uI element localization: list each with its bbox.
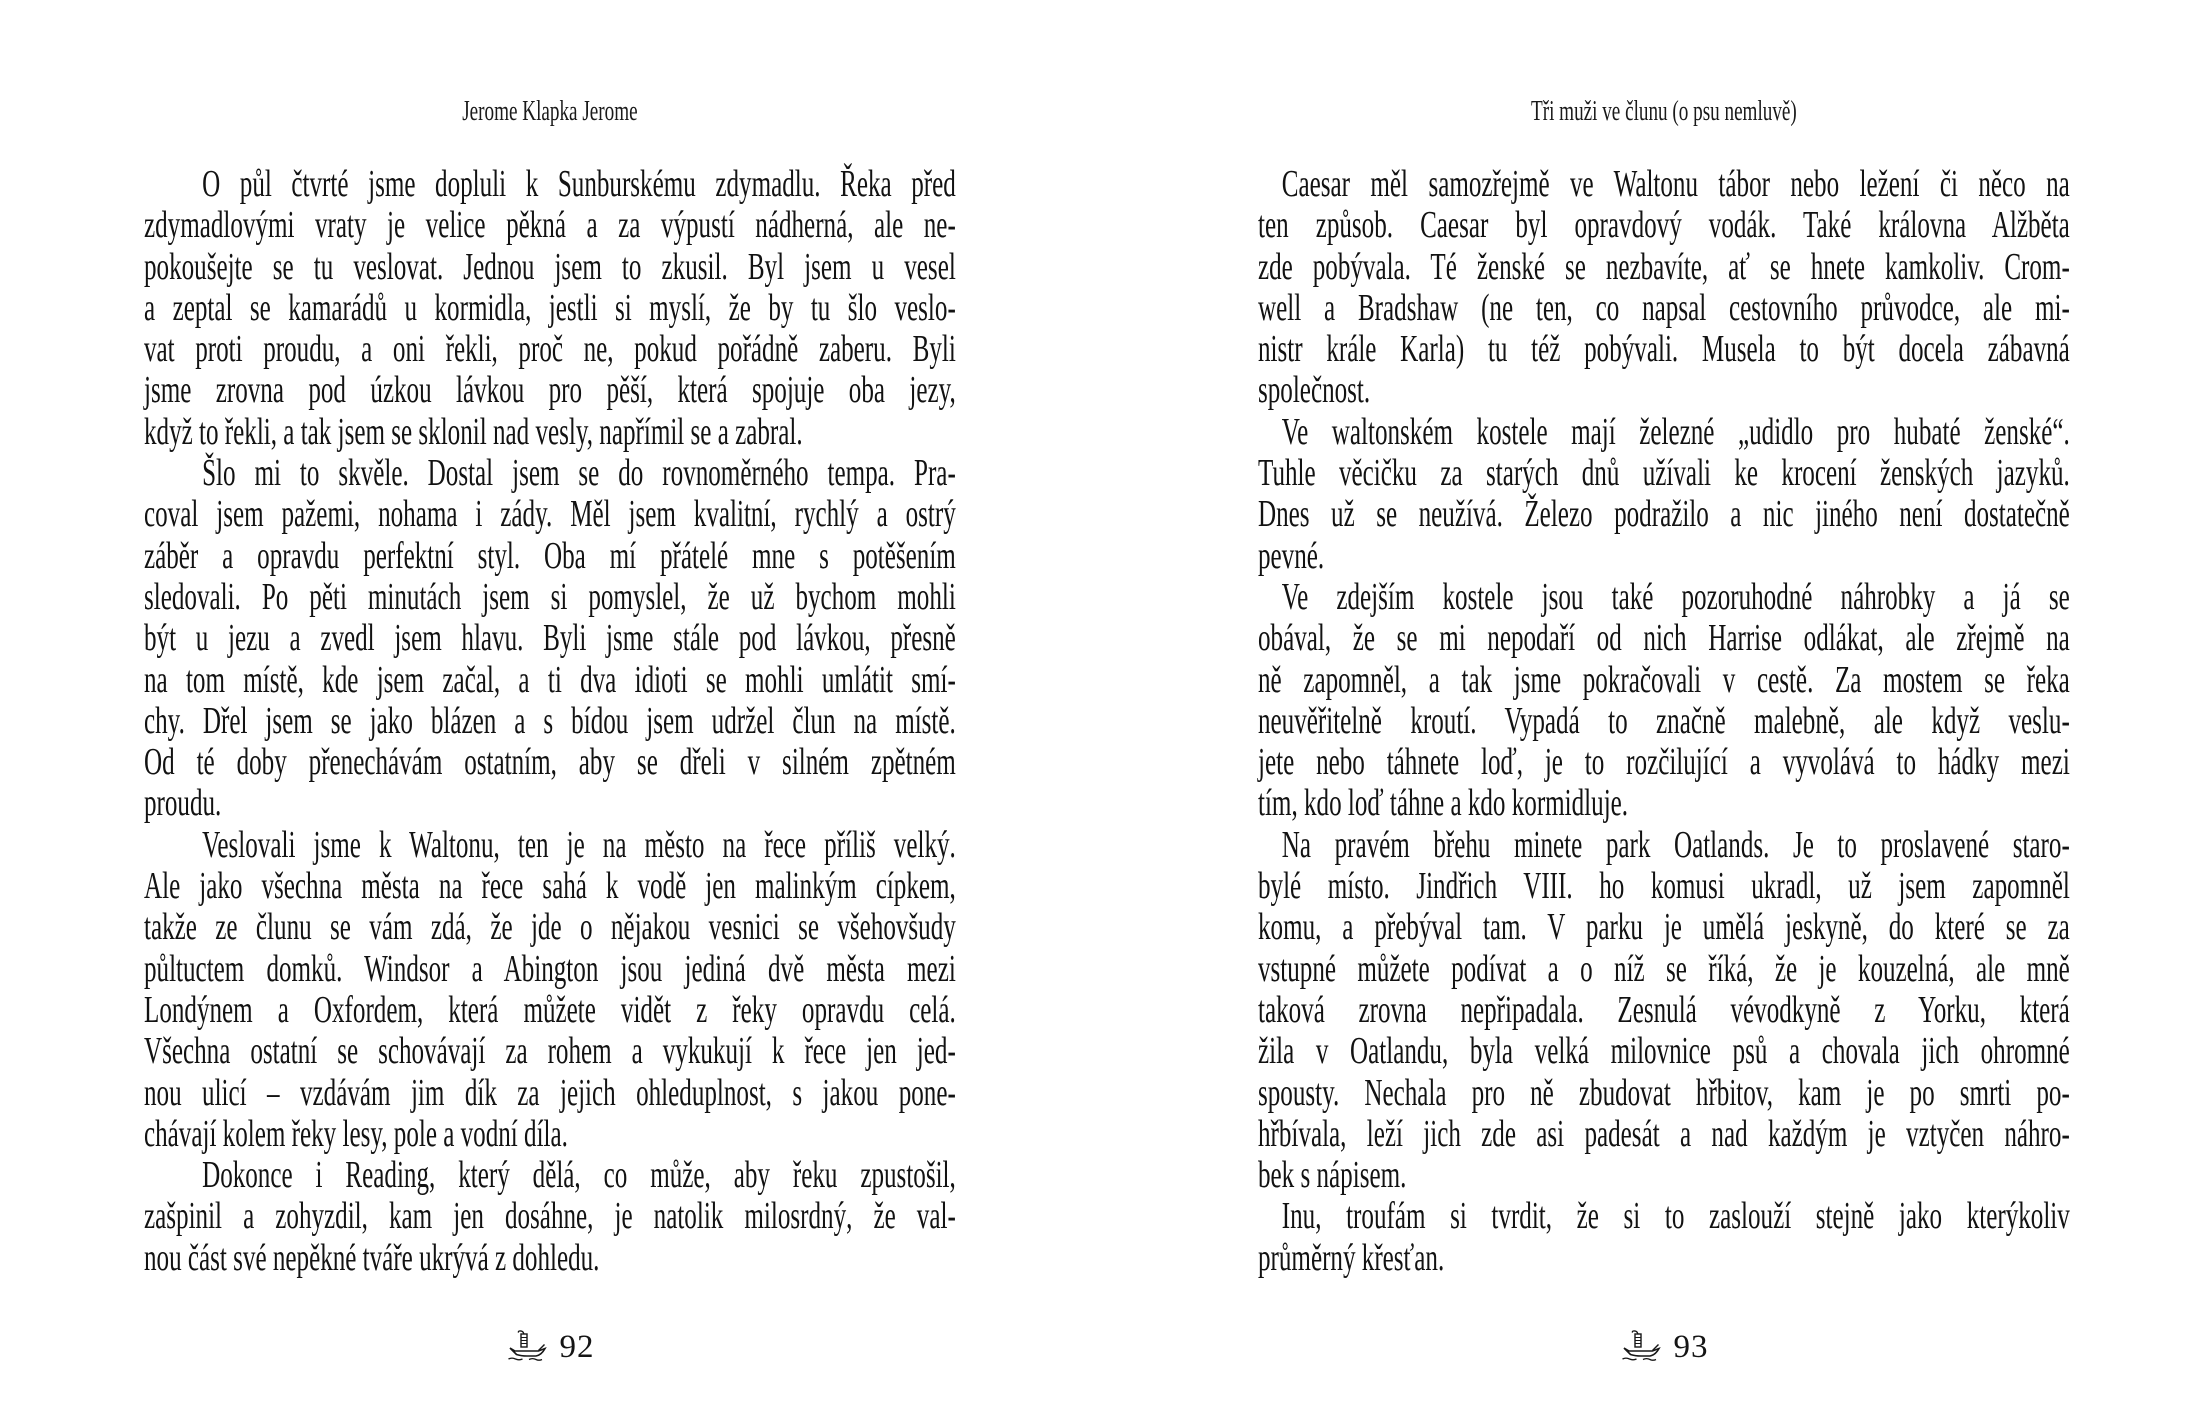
text-line: Ve zdejším kostele jsou také pozoruhodné náhrobky a já se bbox=[1281, 575, 2070, 618]
text-line: Všechna ostatní se schovávají za rohem a vykukují k řece jen jed- bbox=[144, 1030, 956, 1073]
text-line: vstupné můžete podívat a o níž se říká, že je kouzelná, ale mně bbox=[1258, 947, 2070, 990]
text-line: Od té doby přenechávám ostatním, aby se dřeli v silném zpětném bbox=[144, 741, 956, 784]
page-footer bbox=[1258, 1328, 2070, 1364]
text-line: hřbívala, leží jich zde asi padesát a nad každým je vztyčen náhro- bbox=[1258, 1112, 2070, 1155]
text-line: Na pravém břehu minete park Oatlands. Je to proslavené staro- bbox=[1281, 823, 2070, 866]
page-footer bbox=[144, 1328, 956, 1364]
page-92 bbox=[144, 0, 956, 1418]
text-line: Ve waltonském kostele mají železné „udidlo pro hubaté ženské“. bbox=[1281, 410, 2070, 453]
text-line: bylé místo. Jindřich VIII. ho komusi ukradl, už jsem zapomněl bbox=[1258, 865, 2070, 908]
page-93 bbox=[1258, 0, 2070, 1418]
paragraph bbox=[144, 1155, 956, 1279]
paragraph bbox=[1258, 577, 2070, 825]
text-line: tím, kdo loď táhne a kdo kormidluje. bbox=[1258, 782, 1629, 825]
text-line: nistr krále Karla) tu též pobývali. Musela to být docela zábavná bbox=[1258, 328, 2070, 371]
text-line: O půl čtvrté jsme dopluli k Sunburskému zdymadlu. Řeka před bbox=[202, 163, 956, 205]
text-line: pevné. bbox=[1258, 534, 1325, 577]
text-line: spousty. Nechala pro ně zbudovat hřbitov, kam je po smrti po- bbox=[1258, 1071, 2070, 1114]
text-line: ten způsob. Caesar byl opravdový vodák. Také královna Alžběta bbox=[1258, 204, 2070, 247]
text-line: taková zrovna nepřipadala. Zesnulá vévodkyně z Yorku, která bbox=[1258, 988, 2070, 1031]
page-number: 93 bbox=[1673, 1329, 1709, 1365]
text-line: komu, a přebýval tam. V parku je umělá jeskyně, do které se za bbox=[1258, 906, 2070, 949]
paragraph bbox=[1258, 412, 2070, 577]
text-line: Tuhle věcičku za starých dnů užívali ke krocení ženských jazyků. bbox=[1258, 452, 2070, 495]
text-line: takže ze člunu se vám zdá, že jde o nějakou vesnici se všehovšudy bbox=[144, 906, 956, 949]
text-line: well a Bradshaw (ne ten, co napsal cestovního průvodce, ale mi- bbox=[1258, 286, 2070, 329]
text-line: ně zapomněl, a tak jsme pokračovali v cestě. Za mostem se řeka bbox=[1258, 658, 2070, 701]
paragraph bbox=[1258, 825, 2070, 1197]
running-head-author: Jerome Klapka Jerome bbox=[462, 95, 638, 127]
text-line: Dokonce i Reading, který dělá, co může, aby řeku zpustošil, bbox=[202, 1154, 956, 1197]
text-line: průměrný křesťan. bbox=[1258, 1236, 1445, 1279]
text-line: Ale jako všechna města na řece sahá k vodě jen malinkým cípkem, bbox=[144, 865, 956, 908]
text-line: Dnes už se neužívá. Železo podražilo a nic jiného není dostatečně bbox=[1258, 493, 2070, 536]
paragraph bbox=[144, 825, 956, 1155]
text-line: půltuctem domků. Windsor a Abington jsou jediná dvě města mezi bbox=[144, 947, 956, 990]
text-line: zde pobývala. Té ženské se nezbavíte, ať se hnete kamkoliv. Crom- bbox=[1258, 245, 2070, 288]
text-line: zdymadlovými vraty je velice pěkná a za výpustí nádherná, ale ne- bbox=[144, 204, 956, 247]
text-line: pokoušejte se tu veslovat. Jednou jsem to zkusil. Byl jsem u vesel bbox=[144, 245, 956, 288]
text-line: chávají kolem řeky lesy, pole a vodní díla. bbox=[144, 1112, 568, 1155]
text-line: chy. Dřel jsem se jako blázen a s bídou jsem udržel člun na místě. bbox=[144, 699, 956, 742]
page-body bbox=[144, 164, 956, 1279]
text-line: společnost. bbox=[1258, 369, 1371, 412]
text-line: proudu. bbox=[144, 782, 222, 825]
text-line: bek s nápisem. bbox=[1258, 1154, 1407, 1197]
paragraph bbox=[1258, 164, 2070, 412]
text-line: jete nebo táhnete loď, je to rozčilující a vyvolává to hádky mezi bbox=[1258, 741, 2070, 784]
paragraph bbox=[144, 164, 956, 453]
page-number: 92 bbox=[559, 1329, 595, 1365]
text-line: a zeptal se kamarádů u kormidla, jestli si myslí, že by tu šlo veslo- bbox=[144, 286, 956, 329]
text-line: nou část své nepěkné tváře ukrývá z dohledu. bbox=[144, 1236, 600, 1279]
text-line: na tom místě, kde jsem začal, a ti dva idioti se mohli umlátit smí- bbox=[144, 658, 956, 701]
text-line: Londýnem a Oxfordem, která můžete vidět z řeky opravdu celá. bbox=[144, 988, 956, 1031]
text-line: Caesar měl samozřejmě ve Waltonu tábor nebo ležení či něco na bbox=[1281, 163, 2070, 205]
page-body bbox=[1258, 164, 2070, 1279]
boat-icon bbox=[1620, 1328, 1664, 1364]
paragraph bbox=[1258, 1196, 2070, 1279]
text-line: když to řekli, a tak jsem se sklonil nad vesly, napřímil se a zabral. bbox=[144, 410, 803, 453]
text-line: vat proti proudu, a oni řekli, proč ne, pokud pořádně zaberu. Byli bbox=[144, 328, 956, 371]
text-line: Veslovali jsme k Waltonu, ten je na město na řece příliš velký. bbox=[202, 823, 956, 866]
text-line: obával, že se mi nepodaří od nich Harrise odlákat, ale zřejmě na bbox=[1258, 617, 2070, 660]
running-head-title: Tři muži ve člunu (o psu nemluvě) bbox=[1531, 95, 1797, 127]
text-line: sledovali. Po pěti minutách jsem si pomyslel, že už bychom mohli bbox=[144, 575, 956, 618]
text-line: Šlo mi to skvěle. Dostal jsem se do rovnoměrného tempa. Pra- bbox=[202, 452, 956, 495]
boat-icon bbox=[506, 1328, 550, 1364]
text-line: neuvěřitelně kroutí. Vypadá to značně malebně, ale když veslu- bbox=[1258, 699, 2070, 742]
text-line: Inu, troufám si tvrdit, že si to zaslouží stejně jako kterýkoliv bbox=[1281, 1195, 2070, 1238]
text-line: záběr a opravdu perfektní styl. Oba mí přátelé mne s potěšením bbox=[144, 534, 956, 577]
text-line: zašpinil a zohyzdil, kam jen dosáhne, je natolik milosrdný, že val- bbox=[144, 1195, 956, 1238]
text-line: nou ulicí – vzdávám jim dík za jejich ohleduplnost, s jakou pone- bbox=[144, 1071, 956, 1114]
text-line: být u jezu a zvedl jsem hlavu. Byli jsme stále pod lávkou, přesně bbox=[144, 617, 956, 660]
text-line: žila v Oatlandu, byla velká milovnice psů a chovala jich ohromné bbox=[1258, 1030, 2070, 1073]
text-line: coval jsem pažemi, nohama i zády. Měl jsem kvalitní, rychlý a ostrý bbox=[144, 493, 956, 536]
paragraph bbox=[144, 453, 956, 825]
text-line: jsme zrovna pod úzkou lávkou pro pěší, která spojuje oba jezy, bbox=[144, 369, 956, 412]
